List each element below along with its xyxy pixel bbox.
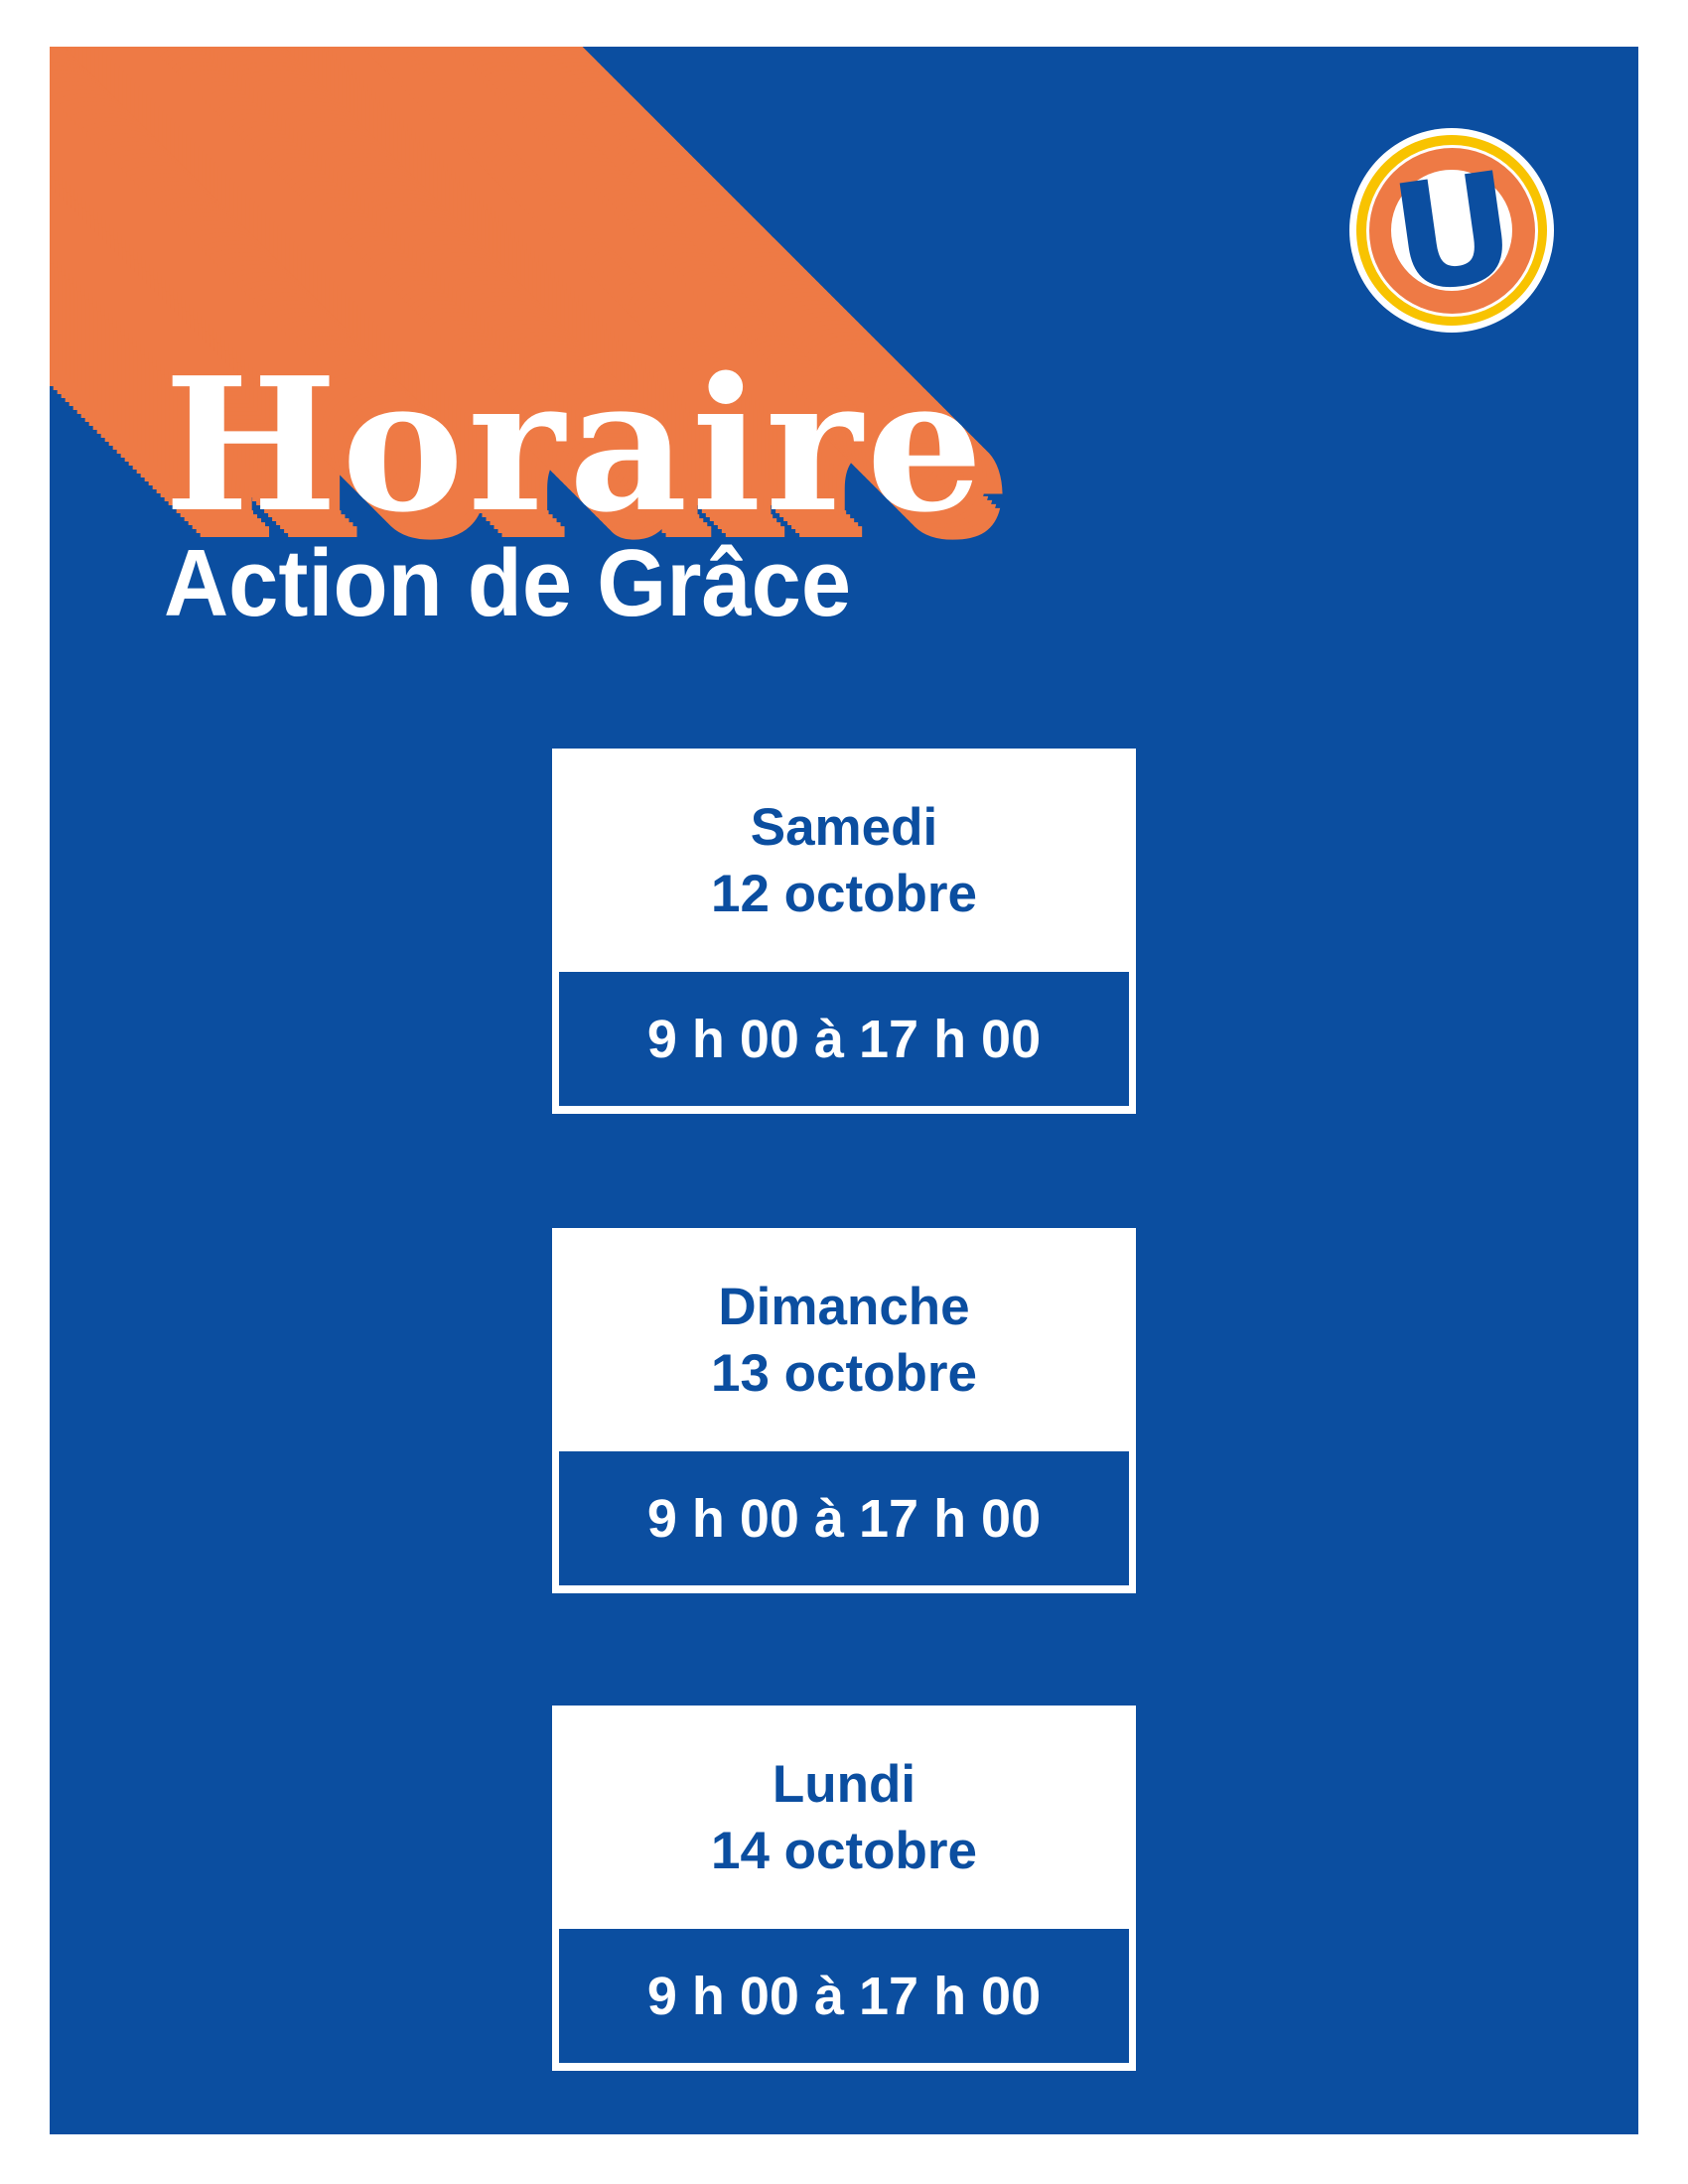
logo-ring-yellow (1356, 135, 1547, 329)
logo-ring-white (1366, 140, 1538, 329)
hours-label: 9 h 00 à 17 h 00 (646, 1009, 1042, 1069)
hours-banner (559, 1929, 1129, 2063)
page-subtitle: Action de Grâce (164, 530, 852, 636)
hours-label: 9 h 00 à 17 h 00 (646, 1966, 1042, 2026)
hours-label: 9 h 00 à 17 h 00 (646, 1488, 1042, 1549)
page-title: Horaire (164, 337, 987, 553)
card-day: Lundi (772, 1754, 916, 1814)
logo-ring-orange (1369, 140, 1535, 329)
card-day-block (552, 1706, 1136, 1929)
schedule-card (552, 1706, 1136, 2071)
logo-disc (1382, 140, 1526, 329)
card-day-block (552, 749, 1136, 972)
card-date: 12 octobre (710, 864, 978, 923)
card-day-block (552, 1228, 1136, 1451)
hours-banner (559, 1451, 1129, 1585)
schedule-card (552, 749, 1136, 1114)
card-day: Samedi (750, 797, 938, 857)
card-date: 13 octobre (710, 1343, 978, 1403)
hours-banner (559, 972, 1129, 1106)
brand-letter-icon: U (1382, 140, 1526, 329)
brand-logo (1349, 128, 1554, 333)
blue-canvas (50, 47, 1638, 2134)
schedule-card (552, 1228, 1136, 1593)
card-date: 14 octobre (710, 1821, 978, 1880)
card-day: Dimanche (718, 1277, 970, 1336)
